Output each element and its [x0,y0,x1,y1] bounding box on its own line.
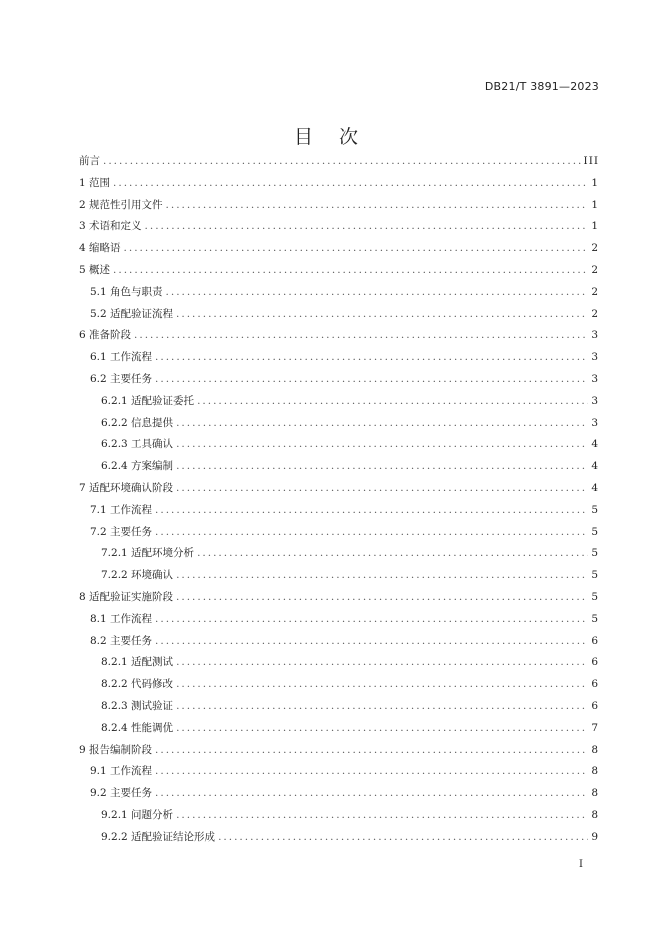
toc-entry[interactable] [79,500,599,522]
toc-entry-label: 8.2.1 适配测试 [101,656,174,669]
toc-leader-dots [176,587,588,609]
toc-entry-page: 6 [591,656,599,669]
toc-entry-page: 3 [591,329,599,342]
toc-entry-page: 2 [591,242,599,255]
toc-entry[interactable] [79,413,599,435]
toc-entry[interactable] [79,195,599,217]
toc-leader-dots [113,260,588,282]
toc-entry-page: 6 [591,699,599,712]
toc-entry-label: 7.1 工作流程 [90,503,153,516]
toc-entry[interactable] [79,565,599,587]
toc-leader-dots [176,674,588,696]
table-of-contents [79,151,599,849]
toc-entry[interactable] [79,304,599,326]
toc-leader-dots [155,740,588,762]
toc-leader-dots [155,761,588,783]
toc-entry[interactable] [79,151,599,173]
toc-leader-dots [218,827,588,849]
toc-leader-dots [155,369,588,391]
toc-entry[interactable] [79,522,599,544]
toc-entry-label: 6.1 工作流程 [90,351,153,364]
toc-entry-label: 8 适配验证实施阶段 [79,590,174,603]
toc-entry[interactable] [79,652,599,674]
toc-leader-dots [176,718,588,740]
toc-entry-page: 3 [591,351,599,364]
toc-entry-label: 9.2 主要任务 [90,787,153,800]
toc-entry[interactable] [79,827,599,849]
toc-entry-page: 6 [591,678,599,691]
toc-entry-label: 4 缩略语 [79,242,121,255]
toc-entry-page: 5 [591,590,599,603]
toc-entry[interactable] [79,740,599,762]
toc-entry[interactable] [79,478,599,500]
toc-entry[interactable] [79,587,599,609]
document-code: DB21/T 3891—2023 [484,80,599,93]
toc-entry-label: 9.2.2 适配验证结论形成 [101,830,216,843]
toc-entry-page: 8 [591,787,599,800]
toc-entry-label: 7.2.2 环境确认 [101,569,174,582]
toc-entry[interactable] [79,761,599,783]
toc-entry-label: 3 术语和定义 [79,220,142,233]
toc-entry-page: 4 [591,438,599,451]
toc-entry-page: 5 [591,525,599,538]
toc-leader-dots [166,282,588,304]
toc-entry-label: 5 概述 [79,263,111,276]
toc-leader-dots [134,325,588,347]
toc-entry-page: 5 [591,569,599,582]
toc-leader-dots [176,565,588,587]
toc-leader-dots [166,195,588,217]
toc-entry[interactable] [79,216,599,238]
toc-entry[interactable] [79,543,599,565]
toc-entry-label: 9 报告编制阶段 [79,743,153,756]
toc-entry[interactable] [79,696,599,718]
toc-entry-page: 5 [591,503,599,516]
toc-entry-label: 6.2.2 信息提供 [101,416,174,429]
toc-leader-dots [103,151,581,173]
toc-entry-page: 5 [591,547,599,560]
toc-entry-label: 8.1 工作流程 [90,612,153,625]
toc-entry-label: 7 适配环境确认阶段 [79,481,174,494]
toc-entry-page: 1 [591,198,599,211]
toc-entry-label: 6 准备阶段 [79,329,132,342]
toc-leader-dots [176,456,588,478]
toc-entry[interactable] [79,282,599,304]
toc-leader-dots [176,413,588,435]
toc-entry-page: 8 [591,765,599,778]
toc-leader-dots [176,805,588,827]
toc-entry[interactable] [79,783,599,805]
toc-entry-page: 7 [591,721,599,734]
toc-entry-label: 5.2 适配验证流程 [90,307,174,320]
toc-leader-dots [197,543,588,565]
toc-leader-dots [155,500,588,522]
toc-leader-dots [155,783,588,805]
toc-leader-dots [145,216,588,238]
toc-entry[interactable] [79,260,599,282]
toc-entry[interactable] [79,173,599,195]
toc-entry-label: 8.2.3 测试验证 [101,699,174,712]
toc-leader-dots [155,631,588,653]
toc-entry-label: 7.2.1 适配环境分析 [101,547,195,560]
toc-leader-dots [176,696,588,718]
toc-entry-label: 8.2.4 性能调优 [101,721,174,734]
toc-entry-page: 4 [591,460,599,473]
toc-entry-label: 8.2 主要任务 [90,634,153,647]
toc-entry-label: 9.1 工作流程 [90,765,153,778]
toc-entry-label: 9.2.1 问题分析 [101,808,174,821]
toc-entry[interactable] [79,805,599,827]
toc-entry-page: 2 [591,307,599,320]
toc-leader-dots [155,347,588,369]
toc-entry-page: 4 [591,481,599,494]
toc-entry-page: 6 [591,634,599,647]
toc-entry-page: 5 [591,612,599,625]
toc-leader-dots [124,238,588,260]
toc-leader-dots [155,609,588,631]
toc-entry-page: 8 [591,808,599,821]
toc-entry[interactable] [79,325,599,347]
toc-leader-dots [176,478,588,500]
toc-entry-label: 8.2.2 代码修改 [101,678,174,691]
toc-leader-dots [155,522,588,544]
toc-entry[interactable] [79,456,599,478]
toc-leader-dots [176,434,588,456]
toc-entry-page: 1 [591,176,599,189]
toc-entry-label: 6.2 主要任务 [90,372,153,385]
toc-entry[interactable] [79,434,599,456]
page-number: I [579,859,583,870]
toc-entry-page: III [583,155,599,167]
toc-entry-label: 1 范围 [79,176,111,189]
toc-entry-label: 6.2.4 方案编制 [101,460,174,473]
toc-entry[interactable] [79,391,599,413]
toc-entry-page: 3 [591,416,599,429]
toc-leader-dots [176,652,588,674]
toc-entry-page: 2 [591,285,599,298]
toc-entry[interactable] [79,718,599,740]
toc-entry-page: 1 [591,220,599,233]
toc-entry-label: 6.2.3 工具确认 [101,438,174,451]
toc-entry-page: 9 [591,830,599,843]
toc-entry[interactable] [79,631,599,653]
toc-entry[interactable] [79,347,599,369]
toc-entry-page: 8 [591,743,599,756]
toc-entry-label: 前言 [79,155,100,167]
toc-entry-label: 5.1 角色与职责 [90,285,163,298]
page-title: 目 次 [293,126,369,148]
toc-entry-label: 2 规范性引用文件 [79,198,163,211]
toc-entry[interactable] [79,238,599,260]
toc-entry[interactable] [79,609,599,631]
toc-leader-dots [197,391,588,413]
toc-entry-label: 6.2.1 适配验证委托 [101,394,195,407]
toc-entry-page: 3 [591,394,599,407]
toc-entry-page: 2 [591,263,599,276]
toc-entry[interactable] [79,369,599,391]
toc-entry-page: 3 [591,372,599,385]
toc-entry-label: 7.2 主要任务 [90,525,153,538]
toc-entry[interactable] [79,674,599,696]
toc-leader-dots [113,173,588,195]
toc-leader-dots [176,304,588,326]
